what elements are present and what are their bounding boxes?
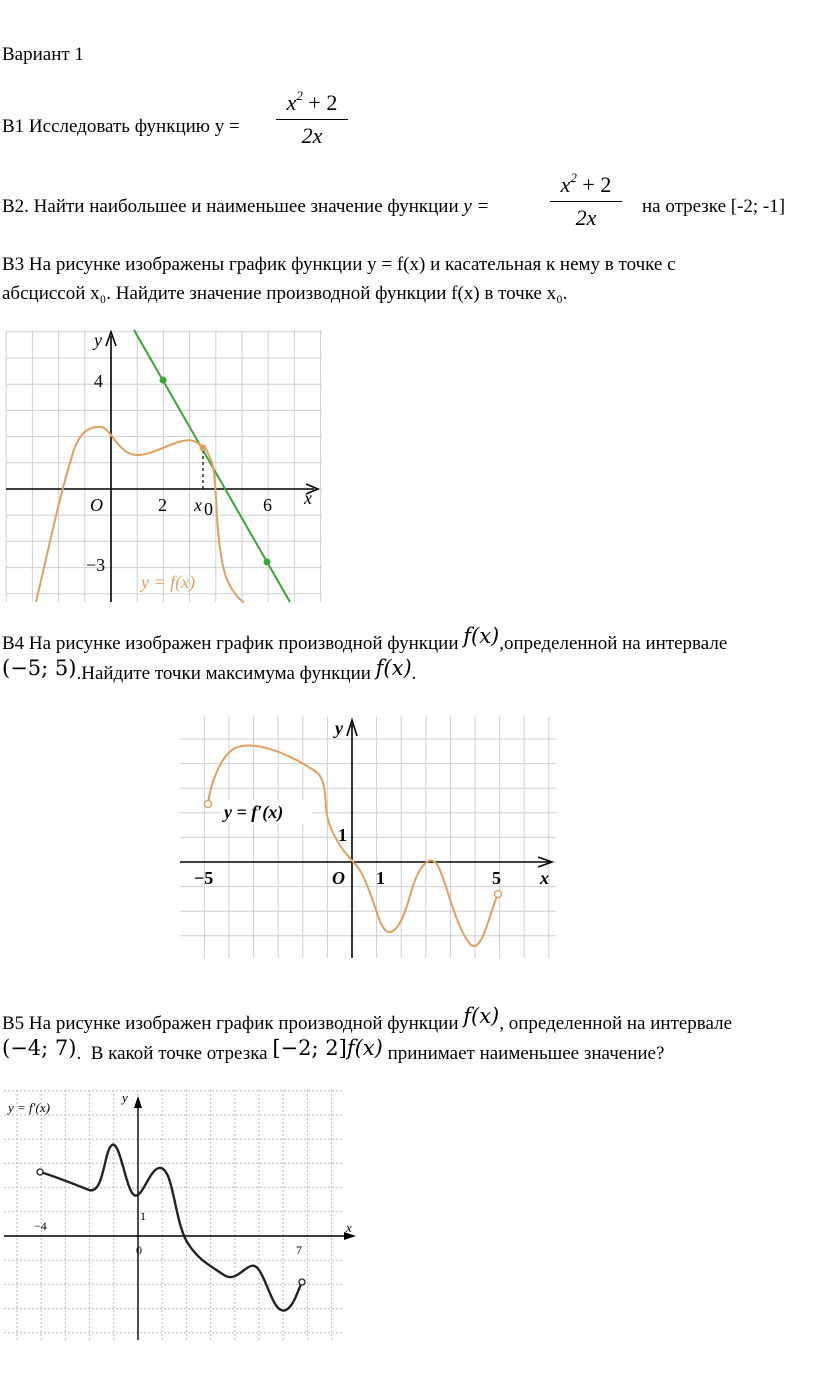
derivative-curve bbox=[208, 746, 498, 946]
tick-x-7: 7 bbox=[296, 1243, 302, 1257]
b3-graph bbox=[6, 330, 326, 602]
b5-line1: В5 На рисунке изображен график производной функции f(x), определенной на интервале bbox=[2, 1004, 733, 1034]
tick-x-6: 6 bbox=[263, 495, 272, 515]
b4-line1: В4 На рисунке изображен график производной функции f(x),определенной на интервале bbox=[2, 624, 728, 654]
open-endpoint-right bbox=[299, 1279, 305, 1285]
curve-label: y = f(x) bbox=[141, 572, 196, 592]
variant-title: Вариант 1 bbox=[2, 44, 84, 65]
y-axis-label: y bbox=[94, 330, 102, 350]
x-axis-label: x bbox=[540, 868, 549, 888]
b4-graph bbox=[180, 716, 560, 958]
tick-y-4: 4 bbox=[94, 371, 103, 391]
b5-graph bbox=[4, 1090, 360, 1340]
b5-line2: (−4; 7). В какой точке отрезка [−2; 2]f(x) принимает наименьшее значение? bbox=[2, 1036, 665, 1064]
b1-text: В1 Исследовать функцию у = bbox=[2, 116, 240, 137]
origin-label: O bbox=[332, 868, 345, 888]
tick-x-m5: −5 bbox=[194, 868, 214, 888]
b2-tail: на отрезке [-2; -1] bbox=[642, 196, 786, 217]
open-endpoint-left bbox=[205, 801, 212, 808]
x-axis-label: x bbox=[304, 488, 312, 508]
tick-y-1: 1 bbox=[140, 1209, 146, 1223]
tick-y-1: 1 bbox=[338, 825, 347, 845]
tick-x-2: 2 bbox=[158, 495, 167, 515]
b1-fraction: $x^2 + 2$ 2x bbox=[276, 88, 348, 149]
curve-label: y = f′(x) bbox=[224, 802, 284, 822]
origin-label: O bbox=[90, 495, 103, 515]
b2-fraction: $x^2 + 2$ 2x bbox=[550, 170, 622, 231]
b4-line2: (−5; 5).Найдите точки максимума функции f(x). bbox=[2, 656, 417, 684]
tick-x0: x bbox=[194, 495, 202, 515]
curve-label: y = f′(x) bbox=[8, 1100, 50, 1115]
open-endpoint-left bbox=[37, 1169, 43, 1175]
tangent-point-top bbox=[160, 377, 167, 384]
b3-line1: В3 На рисунке изображены график функции y = f(x) и касательная к нему в точке с bbox=[2, 254, 676, 275]
tangency-point bbox=[200, 445, 207, 452]
tick-x-m4: −4 bbox=[34, 1219, 47, 1233]
b2-text: В2. Найти наибольшее и наименьшее значение функции y = bbox=[2, 196, 490, 217]
tangent-point-bottom bbox=[264, 559, 271, 566]
y-axis-label: y bbox=[122, 1090, 128, 1105]
derivative-curve bbox=[40, 1145, 302, 1311]
open-endpoint-right bbox=[495, 891, 502, 898]
tick-y-m3: −3 bbox=[86, 555, 106, 575]
b3-line2: абсциссой x₀. Найдите значение производной функции f(x) в точке x₀. bbox=[2, 283, 568, 304]
tick-x-1: 1 bbox=[376, 868, 385, 888]
tick-x0-sub: 0 bbox=[204, 499, 213, 519]
origin-label: 0 bbox=[136, 1243, 142, 1257]
x-axis-label: x bbox=[346, 1220, 352, 1235]
y-axis-label: y bbox=[335, 718, 343, 738]
tick-x-5: 5 bbox=[492, 868, 501, 888]
